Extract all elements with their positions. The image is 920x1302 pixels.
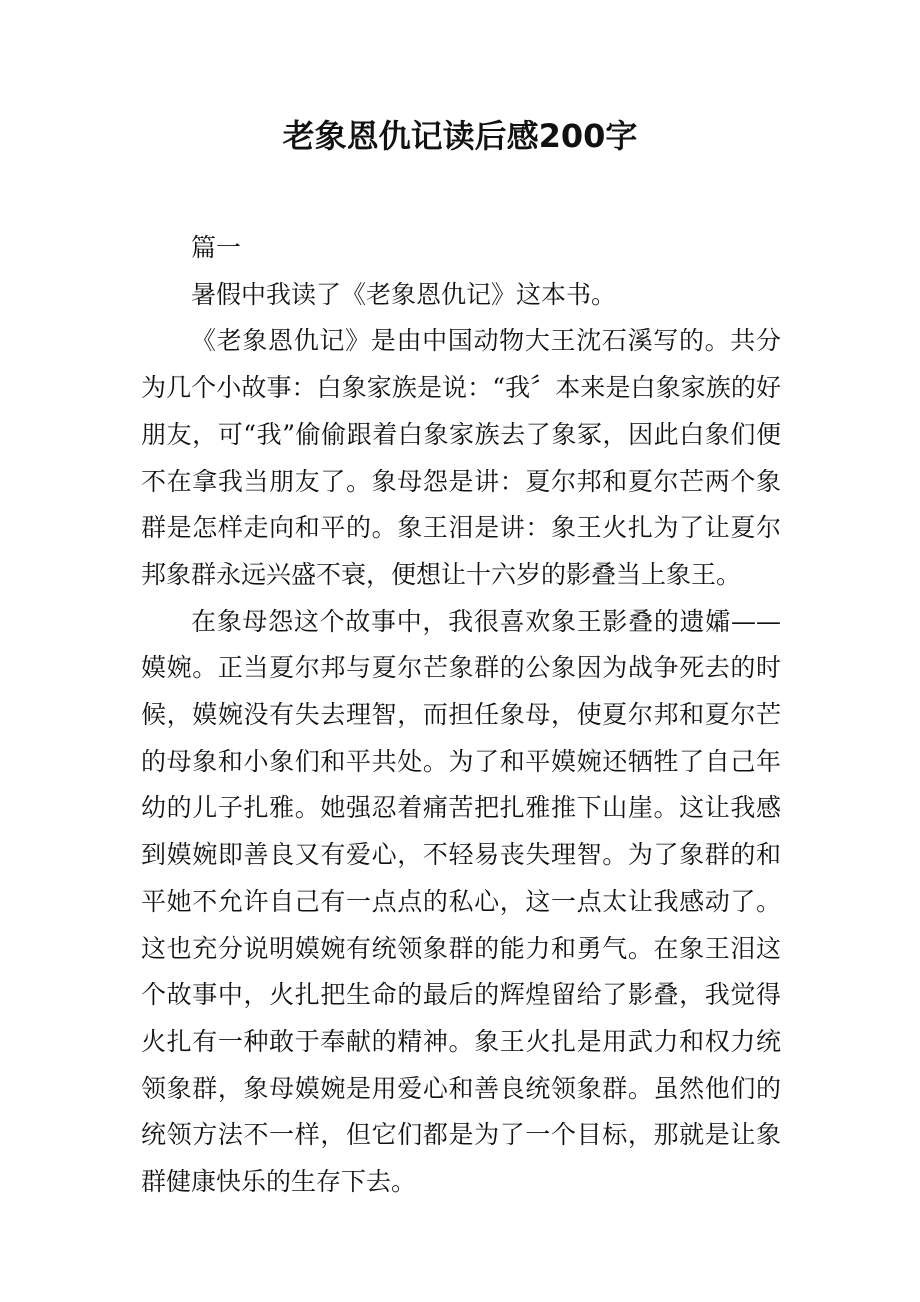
- paragraph-summary: 《老象恩仇记》是由中国动物大王沈石溪写的。共分为几个小故事：白象家族是说：“我〞本来是白象家族的好朋友，可“我”偷偷跟着白象家族去了象冢，因此白象们便不在拿我当朋友了。象母怨是讲：夏尔邦和夏尔芒两个象群是怎样走向和平的。象王泪是讲：象王火扎为了让夏尔邦象群永远兴盛不衰，便想让十六岁的影叠当上象王。: [141, 326, 781, 589]
- document-title: 老象恩仇记读后感200字: [282, 117, 638, 155]
- paragraph-intro: 暑假中我读了《老象恩仇记》这本书。: [191, 279, 617, 309]
- section-heading: 篇一: [191, 233, 242, 262]
- paragraph-reflection: 在象母怨这个故事中，我很喜欢象王影叠的遗孀——嫫婉。正当夏尔邦与夏尔芒象群的公象因为战争死去的时候，嫫婉没有失去理智，而担任象母，使夏尔邦和夏尔芒的母象和小象们和平共处。为了和平嫫婉还牺牲了自己年幼的儿子扎雅。她强忍着痛苦把扎雅推下山崖。这让我感到嫫婉即善良又有爱心，不轻易丧失理智。为了象群的和平她不允许自己有一点点的私心，这一点太让我感动了。这也充分说明嫫婉有统领象群的能力和勇气。在象王泪这个故事中，火扎把生命的最后的辉煌留给了影叠，我觉得火扎有一种敢于奉献的精神。象王火扎是用武力和权力统领象群，象母嫫婉是用爱心和善良统领象群。虽然他们的统领方法不一样，但它们都是为了一个目标，那就是让象群健康快乐的生存下去。: [141, 606, 781, 1197]
- document-body: [141, 225, 781, 1206]
